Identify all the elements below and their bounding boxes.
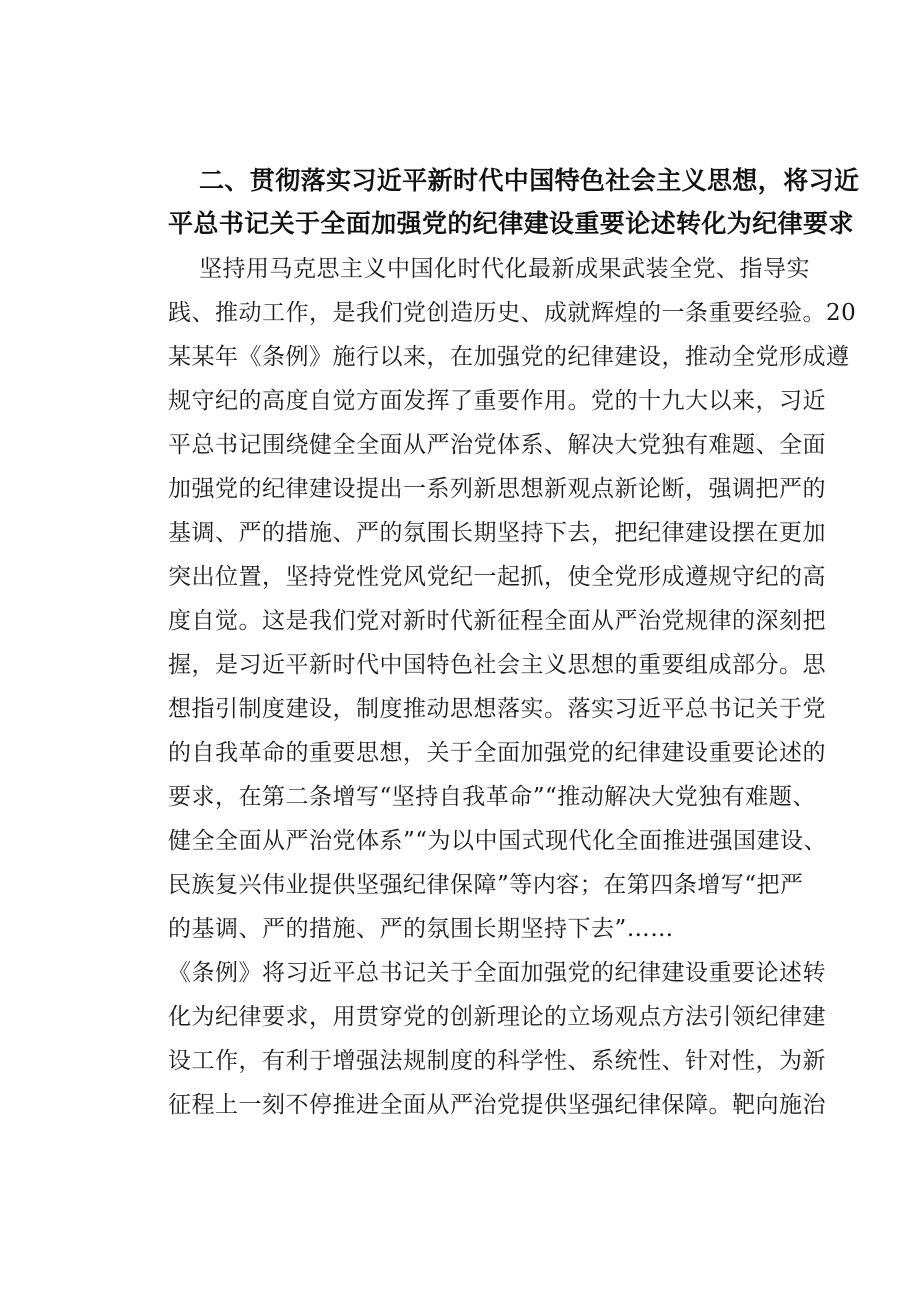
paragraph-1-line-11: 想指引制度建设，制度推动思想落实。落实习近平总书记关于党 <box>168 696 826 722</box>
paragraph-1-line-4: 规守纪的高度自觉方面发挥了重要作用。党的十九大以来，习近 <box>168 388 826 414</box>
paragraph-1-line-15: 民族复兴伟业提供坚强纪律保障”等内容；在第四条增写“把严 <box>168 872 804 898</box>
paragraph-1-line-2: 践、推动工作，是我们党创造历史、成就辉煌的一条重要经验。20 <box>168 300 857 326</box>
paragraph-1-line-7: 基调、严的措施、严的氛围长期坚持下去，把纪律建设摆在更加 <box>168 520 826 546</box>
section-heading-line-2: 平总书记关于全面加强党的纪律建设重要论述转化为纪律要求 <box>168 209 854 238</box>
paragraph-2-line-4: 征程上一刻不停推进全面从严治党提供坚强纪律保障。靶向施治 <box>168 1092 826 1118</box>
paragraph-2-line-3: 设工作，有利于增强法规制度的科学性、系统性、针对性，为新 <box>168 1048 826 1074</box>
paragraph-2-line-1: 《条例》将习近平总书记关于全面加强党的纪律建设重要论述转 <box>168 960 826 986</box>
paragraph-1-line-3: 某某年《条例》施行以来，在加强党的纪律建设，推动全党形成遵 <box>168 344 850 370</box>
paragraph-1-line-12: 的自我革命的重要思想，关于全面加强党的纪律建设重要论述的 <box>168 740 826 766</box>
paragraph-1-line-5: 平总书记围绕健全全面从严治党体系、解决大党独有难题、全面 <box>168 432 826 458</box>
paragraph-1-line-8: 突出位置，坚持党性党风党纪一起抓，使全党形成遵规守纪的高 <box>168 564 826 590</box>
paragraph-1-line-10: 握，是习近平新时代中国特色社会主义思想的重要组成部分。思 <box>168 652 826 678</box>
paragraph-1-line-14: 健全全面从严治党体系”“为以中国式现代化全面推进强国建设、 <box>168 828 828 854</box>
paragraph-1-line-1: 坚持用马克思主义中国化时代化最新成果武装全党、指导实 <box>199 256 810 282</box>
paragraph-1-line-9: 度自觉。这是我们党对新时代新征程全面从严治党规律的深刻把 <box>168 608 826 634</box>
paragraph-1-line-6: 加强党的纪律建设提出一系列新思想新观点新论断，强调把严的 <box>168 476 826 502</box>
section-heading-line-1: 二、贯彻落实习近平新时代中国特色社会主义思想，将习近 <box>199 166 860 195</box>
paragraph-2-line-2: 化为纪律要求，用贯穿党的创新理论的立场观点方法引领纪律建 <box>168 1004 826 1030</box>
paragraph-1-line-13: 要求，在第二条增写“坚持自我革命”“推动解决大党独有难题、 <box>168 784 816 810</box>
paragraph-1-line-16: 的基调、严的措施、严的氛围长期坚持下去”…… <box>168 916 674 942</box>
